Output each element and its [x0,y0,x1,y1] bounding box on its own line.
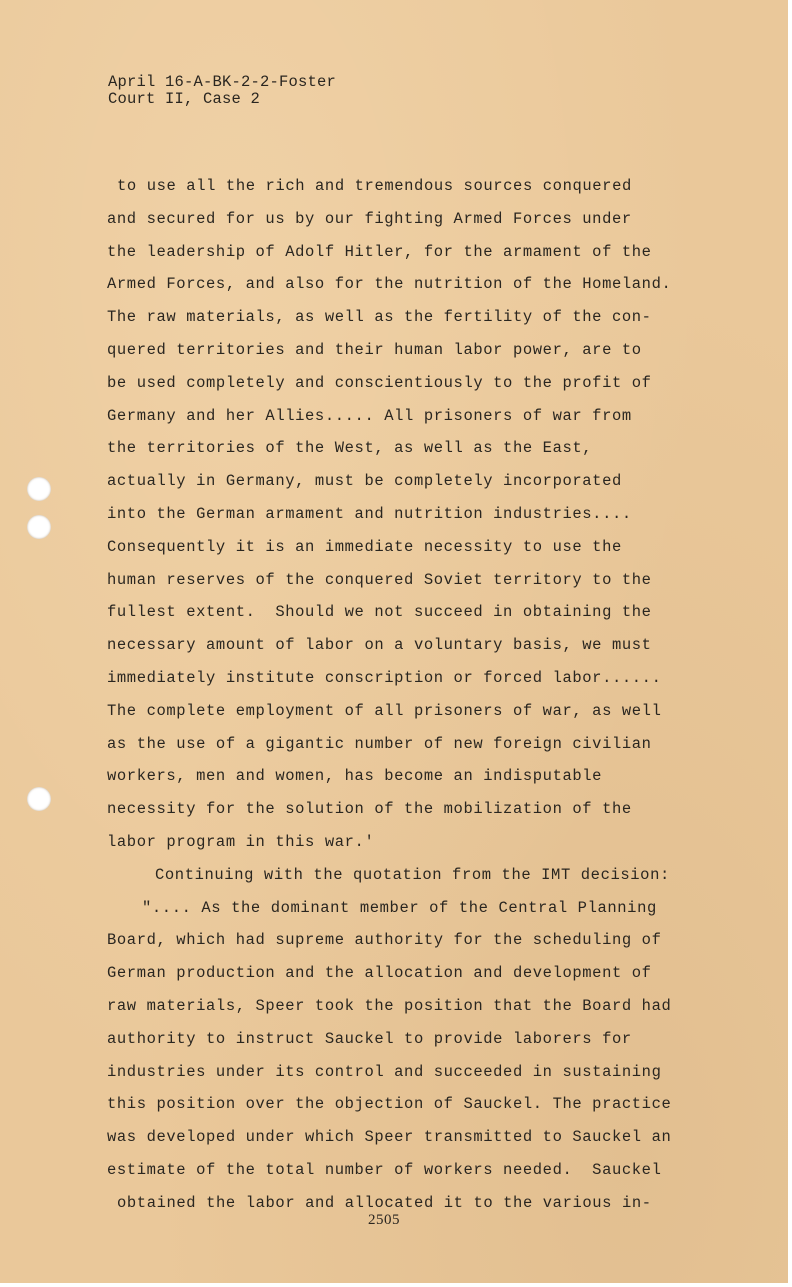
text-line: obtained the labor and allocated it to the various in- [117,1193,652,1212]
text-line: labor program in this war.' [107,832,375,851]
text-line: necessity for the solution of the mobilization of the [107,800,632,819]
text-line: Continuing with the quotation from the IMT decision: [155,865,670,884]
text-line: Germany and her Allies..... All prisoners of war from [107,406,632,425]
text-line: workers, men and women, has become an indisputable [107,767,603,786]
text-line: actually in Germany, must be completely incorporated [107,472,622,491]
text-line: Board, which had supreme authority for the scheduling of [107,931,662,950]
text-line: The raw materials, as well as the fertility of the con- [107,308,652,327]
text-line: and secured for us by our fighting Armed Forces under [107,209,632,228]
text-line: German production and the allocation and development of [107,964,652,983]
header-court: Court II, Case 2 [108,90,261,108]
text-line: The complete employment of all prisoners of war, as well [107,701,662,720]
header-reference: April 16-A-BK-2-2-Foster [108,73,337,91]
text-line: raw materials, Speer took the position that the Board had [107,996,672,1015]
text-line: Consequently it is an immediate necessity to use the [107,537,622,556]
text-line: human reserves of the conquered Soviet territory to the [107,570,652,589]
page-number: 2505 [368,1212,400,1228]
text-line: estimate of the total number of workers needed. Sauckel [107,1160,662,1179]
document-header [108,74,336,108]
binder-hole [27,787,51,811]
text-line: fullest extent. Should we not succeed in obtaining the [107,603,652,622]
text-line: the territories of the West, as well as the East, [107,439,593,458]
text-line: be used completely and conscientiously to the profit of [107,373,652,392]
text-line: to use all the rich and tremendous sources conquered [117,177,632,195]
text-line: into the German armament and nutrition industries.... [107,504,632,523]
binder-hole [27,477,51,501]
page-edge [788,0,792,1287]
text-line: Armed Forces, and also for the nutrition of the Homeland. [107,275,672,294]
text-line: necessary amount of labor on a voluntary basis, we must [107,636,652,655]
body-text [107,170,687,1220]
binder-hole [27,515,51,539]
text-line: as the use of a gigantic number of new foreign civilian [107,734,652,753]
text-line: was developed under which Speer transmitted to Sauckel an [107,1128,672,1147]
text-line: quered territories and their human labor power, are to [107,340,642,359]
text-line: this position over the objection of Sauckel. The practice [107,1095,672,1114]
text-line: authority to instruct Sauckel to provide laborers for [107,1029,632,1048]
text-line: the leadership of Adolf Hitler, for the armament of the [107,242,652,261]
text-line: industries under its control and succeeded in sustaining [107,1062,662,1081]
text-line: ".... As the dominant member of the Central Planning [142,898,657,917]
text-line: immediately institute conscription or forced labor...... [107,668,662,687]
